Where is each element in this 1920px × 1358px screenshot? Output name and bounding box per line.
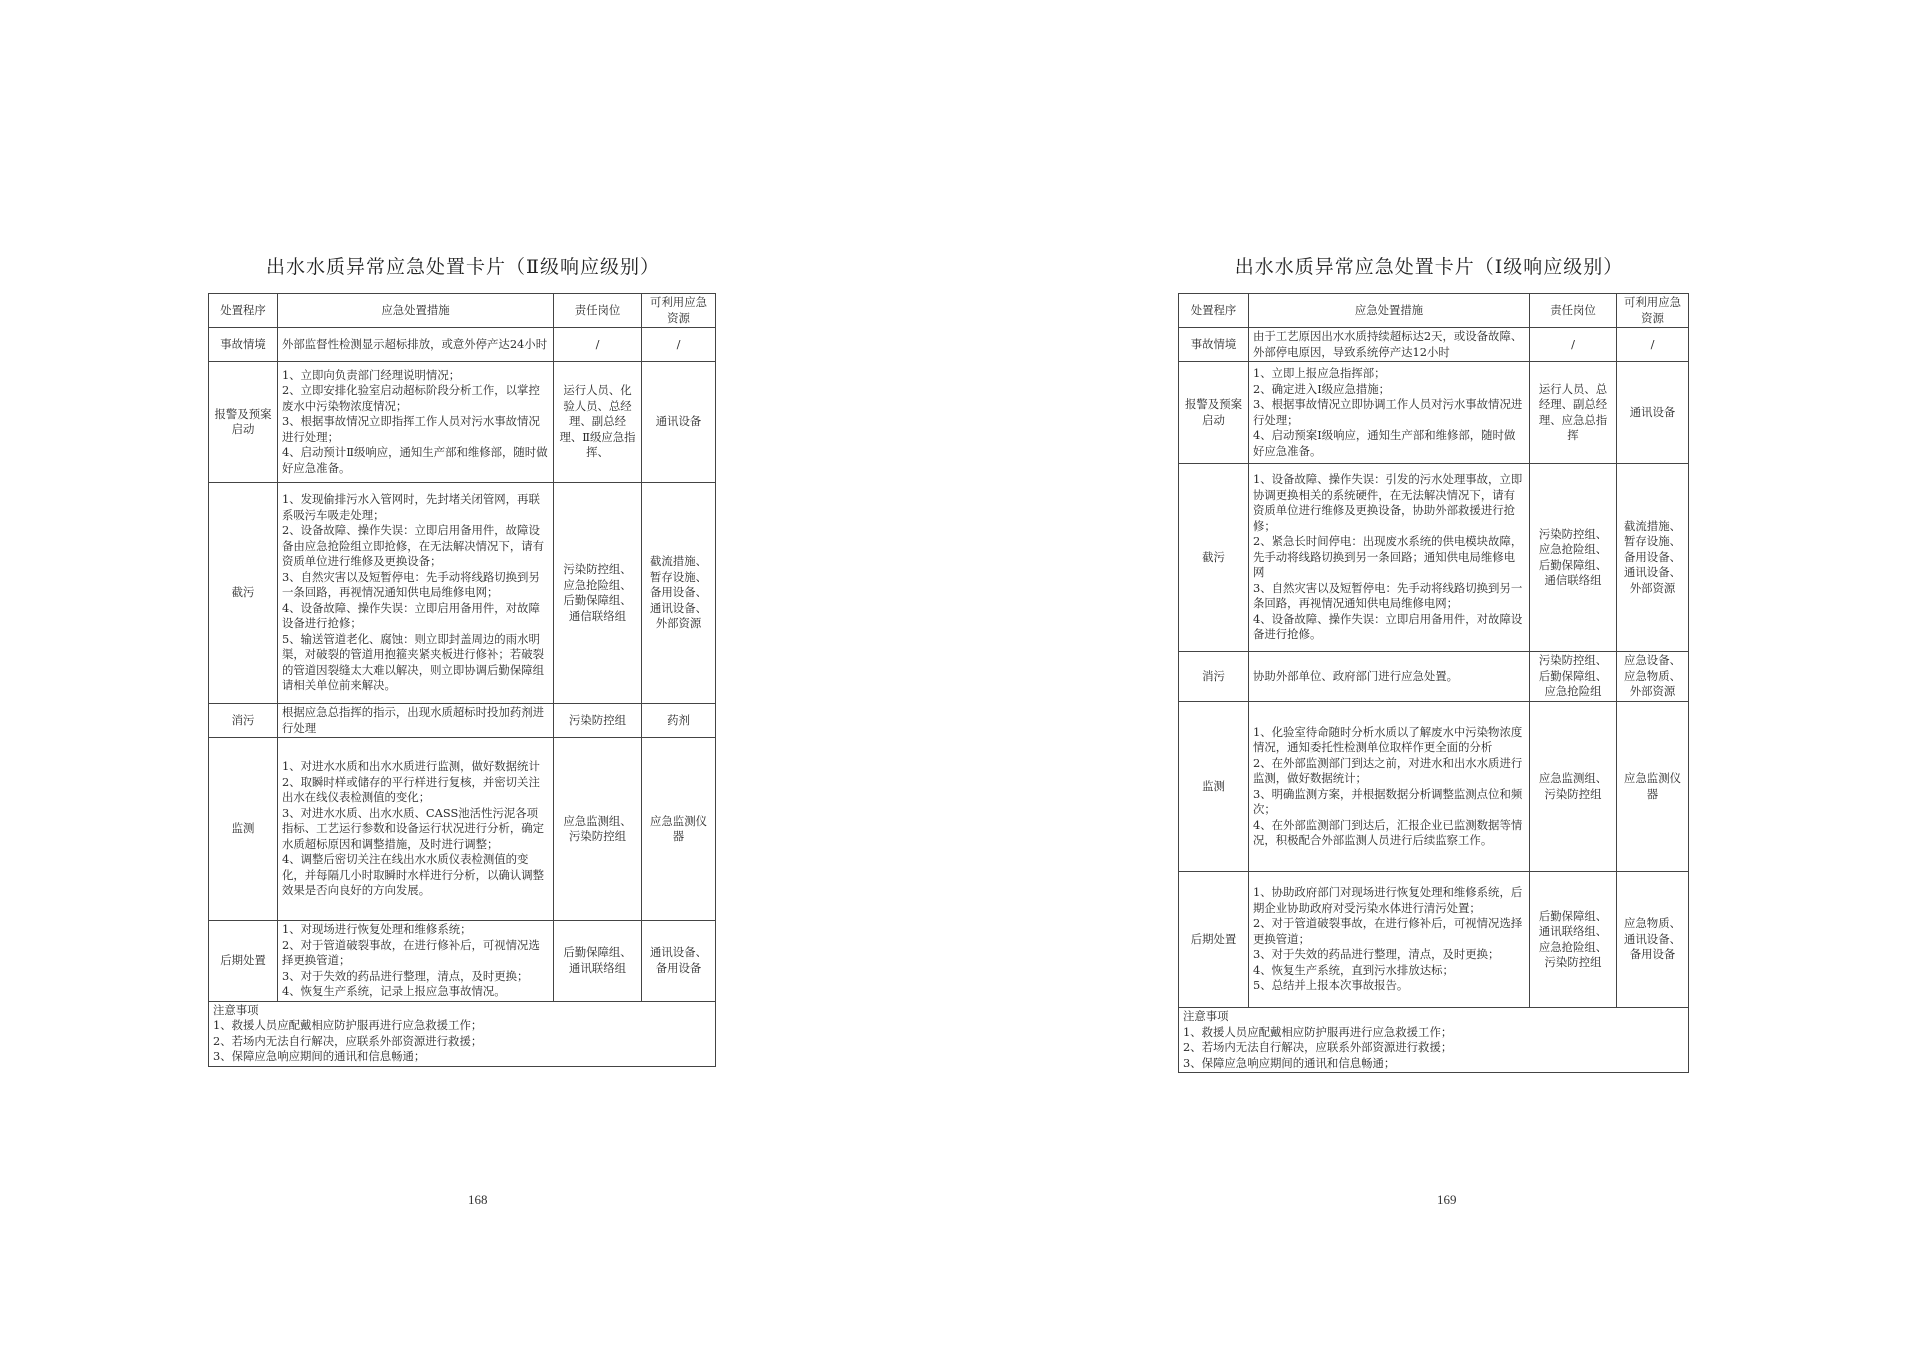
resources-cell: / <box>1617 328 1689 362</box>
measure-line: 4、设备故障、操作失误：立即启用备用件，对故障设备进行抢修。 <box>1253 611 1523 642</box>
responsible-cell: 运行人员、总经理、副总经理、应急总指挥 <box>1530 362 1617 464</box>
note-line: 3、保障应急响应期间的通讯和信息畅通； <box>213 1049 426 1063</box>
measure-line: 1、发现偷排污水入管网时，先封堵关闭管网，再联系吸污车吸走处理； <box>282 492 540 522</box>
resources-cell: 应急物质、通讯设备、备用设备 <box>1617 872 1689 1008</box>
measure-line: 3、自然灾害以及短暂停电：先手动将线路切换到另一条回路，再视情况通知供电局维修电网； <box>1253 580 1523 611</box>
table-row <box>1179 328 1689 362</box>
header-row <box>209 294 716 328</box>
measure-line: 2、立即安排化验室启动超标阶段分析工作，以掌控废水中污染物浓度情况； <box>282 383 540 413</box>
header-responsible: 责任岗位 <box>554 294 642 328</box>
procedure-cell: 截污 <box>209 483 278 704</box>
measures-cell <box>1249 652 1530 702</box>
procedure-cell: 事故情境 <box>209 328 278 362</box>
procedure-cell: 后期处置 <box>209 921 278 1002</box>
measure-line: 1、对现场进行恢复处理和维修系统； <box>282 922 472 936</box>
measure-line: 4、调整后密切关注在线出水水质仪表检测值的变化，并每隔几小时取瞬时水样进行分析，以确认调整效果是否向良好的方向发展。 <box>282 852 544 898</box>
header-responsible: 责任岗位 <box>1530 294 1617 328</box>
procedure-cell: 监测 <box>1179 702 1249 872</box>
card-title: 出水水质异常应急处置卡片（Ⅱ级响应级别） <box>266 256 660 278</box>
measure-line: 2、取瞬时样或储存的平行样进行复核，并密切关注出水在线仪表检测值的变化； <box>282 774 540 805</box>
table-row <box>1179 362 1689 464</box>
responsible-cell: 污染防控组、应急抢险组、后勤保障组、通信联络组 <box>554 483 642 704</box>
notes-row <box>209 1001 716 1066</box>
responsible-cell: / <box>1530 328 1617 362</box>
measure-line: 由于工艺原因出水水质持续超标达2天，或设备故障、外部停电原因，导致系统停产达12小时 <box>1253 329 1523 359</box>
measures-cell <box>1249 328 1530 362</box>
procedure-cell: 事故情境 <box>1179 328 1249 362</box>
resources-cell: 应急监测仪器 <box>642 738 716 921</box>
measure-line: 4、在外部监测部门到达后，汇报企业已监测数据等情况，积极配合外部监测人员进行后续监察工作。 <box>1253 817 1523 847</box>
responsible-cell: 运行人员、化验人员、总经理、副总经理、Ⅱ级应急指挥、 <box>554 362 642 483</box>
measure-line: 2、设备故障、操作失误：立即启用备用件，故障设备由应急抢险组立即抢修，在无法解决情况下，请有资质单位进行维修及更换设备； <box>282 523 544 569</box>
measures-cell <box>278 921 554 1002</box>
resources-cell: 通讯设备、备用设备 <box>642 921 716 1002</box>
measures-cell <box>278 704 554 738</box>
responsible-cell: 污染防控组 <box>554 704 642 738</box>
header-procedure: 处置程序 <box>1179 294 1249 328</box>
note-line: 2、若场内无法自行解决，应联系外部资源进行救援； <box>1183 1040 1453 1054</box>
measure-line: 3、明确监测方案，并根据数据分析调整监测点位和频次； <box>1253 786 1523 816</box>
responsible-cell: 污染防控组、应急抢险组、后勤保障组、通信联络组 <box>1530 464 1617 652</box>
table-row <box>1179 872 1689 1008</box>
measure-line: 3、根据事故情况立即协调工作人员对污水事故情况进行处理； <box>1253 397 1523 427</box>
table-row <box>209 738 716 921</box>
resources-cell: 截流措施、暂存设施、备用设备、通讯设备、外部资源 <box>1617 464 1689 652</box>
measure-line: 4、恢复生产系统，直到污水排放达标； <box>1253 962 1454 977</box>
header-measures: 应急处置措施 <box>1249 294 1530 328</box>
measure-line: 2、紧急长时间停电：出现废水系统的供电模块故障，先手动将线路切换到另一条回路；通知供电局维修电网 <box>1253 534 1523 580</box>
procedure-cell: 消污 <box>1179 652 1249 702</box>
measure-line: 2、对于管道破裂事故，在进行修补后，可视情况选择更换管道； <box>282 937 540 967</box>
table-row <box>209 362 716 483</box>
measures-cell <box>278 483 554 704</box>
header-procedure: 处置程序 <box>209 294 278 328</box>
procedure-cell: 监测 <box>209 738 278 921</box>
table-row <box>209 921 716 1002</box>
measures-cell <box>1249 464 1530 652</box>
measure-line: 1、协助政府部门对现场进行恢复处理和维修系统，后期企业协助政府对受污染水体进行清污处置； <box>1253 885 1523 915</box>
card-title: 出水水质异常应急处置卡片（Ⅰ级响应级别） <box>1234 256 1624 278</box>
table-row <box>1179 464 1689 652</box>
procedure-cell: 报警及预案启动 <box>209 362 278 483</box>
measures-cell <box>1249 872 1530 1008</box>
resources-cell: 通讯设备 <box>642 362 716 483</box>
table-row <box>209 483 716 704</box>
responsible-cell: 应急监测组、污染防控组 <box>554 738 642 921</box>
notes-heading: 注意事项 <box>1183 1009 1229 1023</box>
responsible-cell: 应急监测组、污染防控组 <box>1530 702 1617 872</box>
measure-line: 1、设备故障、操作失误：引发的污水处理事故，立即协调更换相关的系统硬件，在无法解决情况下，请有资质单位进行维修及更换设备，协助外部救援进行抢修； <box>1253 472 1523 533</box>
measures-cell <box>278 362 554 483</box>
disposal-card-table <box>1178 293 1689 1073</box>
procedure-cell: 截污 <box>1179 464 1249 652</box>
disposal-card-table <box>208 293 716 1067</box>
measure-line: 5、输送管道老化、腐蚀：则立即封盖周边的雨水明渠，对破裂的管道用抱箍夹紧夹板进行修补；若破裂的管道因裂缝太大难以解决，则立即协调后勤保障组请相关单位前来解决。 <box>282 631 544 693</box>
resources-cell: 通讯设备 <box>1617 362 1689 464</box>
measure-line: 3、对于失效的药品进行整理，清点，及时更换； <box>1253 947 1500 962</box>
notes-row <box>1179 1008 1689 1073</box>
table-row <box>209 704 716 738</box>
measure-line: 3、自然灾害以及短暂停电：先手动将线路切换到另一条回路，再视情况通知供电局维修电网； <box>282 569 540 600</box>
header-row <box>1179 294 1689 328</box>
measure-line: 4、恢复生产系统，记录上报应急事故情况。 <box>282 984 506 998</box>
procedure-cell: 消污 <box>209 704 278 738</box>
measure-line: 协助外部单位、政府部门进行应急处置。 <box>1253 668 1459 683</box>
resources-cell: 应急设备、应急物质、外部资源 <box>1617 652 1689 702</box>
measure-line: 1、对进水水质和出水水质进行监测，做好数据统计 <box>282 759 540 774</box>
note-line: 1、救援人员应配戴相应防护服再进行应急救援工作； <box>213 1018 483 1032</box>
measure-line: 5、总结并上报本次事故报告。 <box>1253 978 1409 993</box>
measure-line: 外部监督性检测显示超标排放，或意外停产达24小时 <box>282 336 548 351</box>
measure-line: 3、根据事故情况立即指挥工作人员对污水事故情况进行处理； <box>282 414 540 444</box>
measure-line: 3、对于失效的药品进行整理，清点，及时更换； <box>282 968 529 983</box>
page-number: 168 <box>468 1192 488 1207</box>
measure-line: 2、在外部监测部门到达之前，对进水和出水水质进行监测，做好数据统计； <box>1253 755 1523 785</box>
responsible-cell: 污染防控组、后勤保障组、应急抢险组 <box>1530 652 1617 702</box>
measure-line: 1、立即向负责部门经理说明情况； <box>282 367 461 382</box>
table-row <box>1179 652 1689 702</box>
measures-cell <box>1249 362 1530 464</box>
table-row <box>1179 702 1689 872</box>
resources-cell: 应急监测仪器 <box>1617 702 1689 872</box>
measure-line: 1、化验室待命随时分析水质以了解废水中污染物浓度情况，通知委托性检测单位取样作更全面的分析 <box>1253 724 1523 754</box>
measure-line: 2、对于管道破裂事故，在进行修补后，可视情况选择更换管道； <box>1253 916 1523 946</box>
measures-cell <box>278 328 554 362</box>
measure-line: 根据应急总指挥的指示，出现水质超标时投加药剂进行处理 <box>282 705 544 735</box>
responsible-cell: / <box>554 328 642 362</box>
resources-cell: 截流措施、暂存设施、备用设备、通讯设备、外部资源 <box>642 483 716 704</box>
procedure-cell: 报警及预案启动 <box>1179 362 1249 464</box>
measure-line: 3、对进水水质、出水水质、CASS池活性污泥各项指标、工艺运行参数和设备运行状况进行分析，确定水质超标原因和调整措施，及时进行调整； <box>282 805 544 851</box>
note-line: 1、救援人员应配戴相应防护服再进行应急救援工作； <box>1183 1024 1453 1039</box>
table-row <box>209 328 716 362</box>
header-resources: 可利用应急资源 <box>1617 294 1689 328</box>
measures-cell <box>278 738 554 921</box>
note-line: 2、若场内无法自行解决，应联系外部资源进行救援； <box>213 1033 483 1048</box>
measure-line: 1、立即上报应急指挥部； <box>1253 366 1386 380</box>
note-line: 3、保障应急响应期间的通讯和信息畅通； <box>1183 1055 1396 1070</box>
measure-line: 4、启动预案Ⅰ级响应，通知生产部和维修部，随时做好应急准备。 <box>1253 428 1516 458</box>
measure-line: 2、确定进入Ⅰ级应急措施； <box>1253 381 1391 396</box>
responsible-cell: 后勤保障组、通讯联络组、应急抢险组、污染防控组 <box>1530 872 1617 1008</box>
notes-heading: 注意事项 <box>213 1002 259 1017</box>
page-number: 169 <box>1437 1192 1457 1207</box>
notes-cell <box>1179 1008 1689 1073</box>
procedure-cell: 后期处置 <box>1179 872 1249 1008</box>
measures-cell <box>1249 702 1530 872</box>
resources-cell: / <box>642 328 716 362</box>
header-measures: 应急处置措施 <box>278 294 554 328</box>
measure-line: 4、启动预计Ⅱ级响应，通知生产部和维修部，随时做好应急准备。 <box>282 445 548 475</box>
responsible-cell: 后勤保障组、通讯联络组 <box>554 921 642 1002</box>
notes-cell <box>209 1001 716 1066</box>
right-page <box>960 0 1920 1358</box>
header-resources: 可利用应急资源 <box>642 294 716 328</box>
measure-line: 4、设备故障、操作失误：立即启用备用件，对故障设备进行抢修； <box>282 600 540 631</box>
resources-cell: 药剂 <box>642 704 716 738</box>
